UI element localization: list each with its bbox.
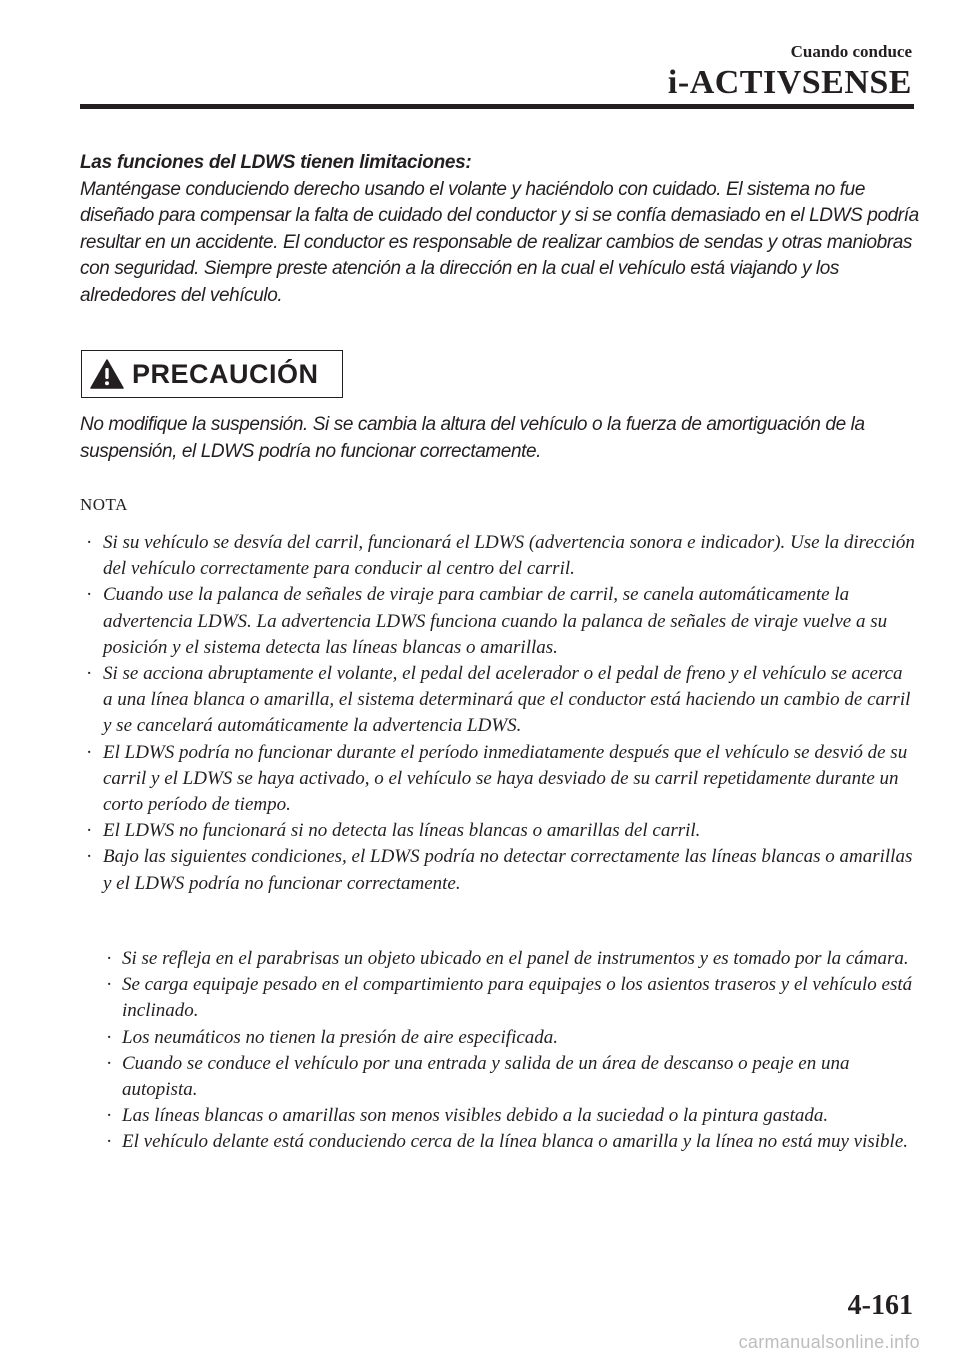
list-item: · Si su vehículo se desvía del carril, funcionará el LDWS (advertencia sonora e indicador). Use la dirección del vehículo correctamente para conducir al centro del carril. bbox=[86, 530, 916, 582]
sublist-item: · El vehículo delante está conduciendo cerca de la línea blanca o amarilla y la línea no está muy visible. bbox=[106, 1129, 918, 1155]
warning-body: Manténgase conduciendo derecho usando el volante y haciéndolo con cuidado. El sistema no fue diseñado para compensar la falta de cuidado del conductor y si se confía demasiado en el LDWS podría resultar en un accidente. El conductor es responsable de realizar cambios de sendas y otras maniobras con seguridad. Siempre preste atención a la dirección en la cual el vehículo está viajando y los alrededores del vehículo. bbox=[80, 178, 919, 306]
warning-triangle-icon bbox=[90, 359, 124, 389]
nota-list bbox=[86, 530, 916, 897]
section-title: Cuando conduce bbox=[790, 42, 912, 61]
list-item: · Cuando use la palanca de señales de viraje para cambiar de carril, se canela automáticamente la advertencia LDWS. La advertencia LDWS funciona cuando la palanca de señales de viraje vuelve a su posición y el sistema detecta las líneas blancas o amarillas. bbox=[86, 582, 916, 661]
list-item: · Si se acciona abruptamente el volante, el pedal del acelerador o el pedal de freno y el vehículo se acerca a una línea blanca o amarilla, el sistema determinará que el conductor está haciendo un cambio de carril y se cancelará automáticamente la advertencia LDWS. bbox=[86, 661, 916, 740]
caution-label: PRECAUCIÓN bbox=[132, 358, 319, 389]
watermark: carmanualsonline.info bbox=[738, 1332, 920, 1352]
list-item: · El LDWS podría no funcionar durante el período inmediatamente después que el vehículo se desvió de su carril y el LDWS se haya activado, o el vehículo se haya desviado de su carril repetidamente durante un corto período de tiempo. bbox=[86, 740, 916, 819]
sublist-item: · Si se refleja en el parabrisas un objeto ubicado en el panel de instrumentos y es tomado por la cámara. bbox=[106, 946, 918, 972]
list-item: · Bajo las siguientes condiciones, el LDWS podría no detectar correctamente las líneas blancas o amarillas y el LDWS podría no funcionar correctamente. bbox=[86, 844, 916, 896]
warning-block bbox=[80, 150, 920, 309]
page-header bbox=[668, 42, 912, 102]
chapter-title: i-ACTIVSENSE bbox=[667, 64, 912, 101]
warning-title: Las funciones del LDWS tienen limitaciones: bbox=[80, 152, 472, 173]
header-rule bbox=[80, 104, 914, 109]
nota-title: NOTA bbox=[80, 495, 128, 514]
sublist-item: · Se carga equipaje pesado en el compartimiento para equipajes o los asientos traseros y el vehículo está inclinado. bbox=[106, 972, 918, 1024]
nota-sublist bbox=[106, 946, 918, 1156]
sublist-item: · Las líneas blancas o amarillas son menos visibles debido a la suciedad o la pintura gastada. bbox=[106, 1103, 918, 1129]
sublist-item: · Los neumáticos no tienen la presión de aire especificada. bbox=[106, 1025, 918, 1051]
list-item: · El LDWS no funcionará si no detecta las líneas blancas o amarillas del carril. bbox=[86, 818, 916, 844]
caution-header bbox=[81, 350, 343, 398]
sublist-item: · Cuando se conduce el vehículo por una entrada y salida de un área de descanso o peaje en una autopista. bbox=[106, 1051, 918, 1103]
caution-text: No modifique la suspensión. Si se cambia la altura del vehículo o la fuerza de amortiguación de la suspensión, el LDWS podría no funcionar correctamente. bbox=[80, 414, 865, 462]
page-number: 4-161 bbox=[847, 1290, 913, 1321]
